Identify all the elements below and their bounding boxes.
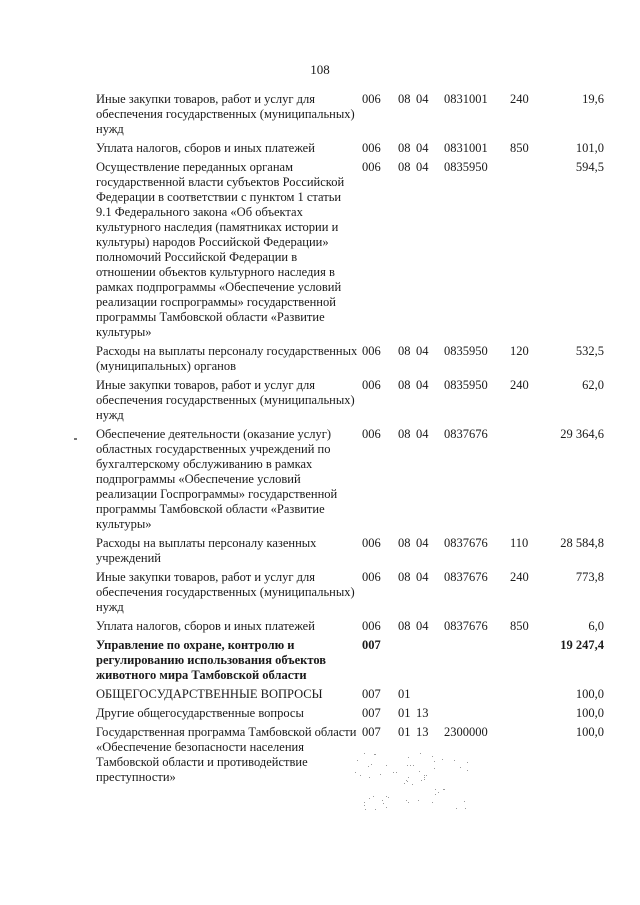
row-amount: 100,0 — [575, 687, 604, 701]
row-name: Уплата налогов, сборов и иных платежей — [96, 141, 315, 155]
row-name: Осуществление переданных органам государственной власти субъектов Российской Федерации в соответствии с пунктом 1 статьи 9.1 Федерального закона «Об объектах культурного наследия (памятниках истории и культуры) народов Российской Федерации» полномочий Российской Федерации в отношении объектов культурного наследия в рамках подпрограммы «Обеспечение условий реализации госпрограммы» государственной программы Тамбовской области «Развитие культуры» — [96, 160, 345, 339]
table-row — [96, 570, 604, 619]
scan-speck — [426, 775, 427, 776]
row-section-code: 01 — [398, 706, 411, 720]
row-target-article — [444, 638, 510, 687]
row-amount: 532,5 — [575, 344, 604, 358]
scan-speck — [383, 803, 384, 804]
row-subsection-code: 04 — [416, 427, 429, 441]
budget-table-body — [96, 92, 604, 789]
scan-mark — [74, 438, 77, 440]
row-amount: 6,0 — [588, 619, 604, 633]
row-name: Иные закупки товаров, работ и услуг для обеспечения государственных (муниципальных) нужд — [96, 570, 355, 614]
row-target-article: 0837676 — [444, 536, 488, 550]
row-section-code: 08 — [398, 536, 411, 550]
scan-speck — [386, 807, 387, 808]
scan-speck — [407, 781, 408, 782]
row-subsection-code: 04 — [416, 160, 429, 174]
scan-speck — [443, 789, 444, 790]
table-row — [96, 427, 604, 536]
scan-speck — [408, 757, 409, 758]
row-subsection-code: 04 — [416, 141, 429, 155]
row-target-article: 0831001 — [444, 92, 488, 106]
row-subsection-code: 04 — [416, 570, 429, 584]
table-row — [96, 344, 604, 378]
row-section-code: 08 — [398, 344, 411, 358]
row-section-code — [398, 638, 416, 687]
row-target-article: 0837676 — [444, 619, 488, 633]
row-expense-type: 240 — [510, 92, 529, 106]
scan-speck — [368, 766, 369, 767]
scan-speck — [382, 800, 383, 801]
row-amount: 62,0 — [582, 378, 604, 392]
row-expense-type — [510, 638, 540, 687]
row-section-code: 08 — [398, 619, 411, 633]
row-amount: 19,6 — [582, 92, 604, 106]
scan-speck — [408, 777, 409, 778]
scan-speck — [357, 760, 358, 761]
scan-noise — [355, 752, 475, 812]
row-ved-code: 006 — [362, 536, 381, 550]
row-subsection-code: 04 — [416, 378, 429, 392]
row-name: Уплата налогов, сборов и иных платежей — [96, 619, 315, 633]
row-section-code: 08 — [398, 92, 411, 106]
row-target-article — [444, 706, 510, 725]
scan-speck — [418, 800, 419, 801]
scan-speck — [364, 802, 365, 803]
scan-speck — [456, 808, 457, 809]
row-name: Иные закупки товаров, работ и услуг для обеспечения государственных (муниципальных) нужд — [96, 92, 355, 136]
scan-speck — [442, 759, 443, 760]
row-expense-type: 120 — [510, 344, 529, 358]
scan-speck — [467, 762, 468, 763]
row-amount: 594,5 — [575, 160, 604, 174]
row-expense-type — [510, 706, 540, 725]
table-row — [96, 160, 604, 344]
row-ved-code: 006 — [362, 619, 381, 633]
row-section-code: 01 — [398, 725, 411, 739]
scan-speck — [364, 753, 365, 754]
table-row — [96, 638, 604, 687]
scan-speck — [432, 756, 433, 757]
scan-speck — [406, 780, 407, 781]
row-name: Расходы на выплаты персоналу казенных учреждений — [96, 536, 317, 565]
scan-speck — [393, 772, 394, 773]
scan-speck — [413, 765, 414, 766]
table-row — [96, 141, 604, 160]
row-expense-type — [510, 725, 540, 789]
scan-speck — [406, 800, 407, 801]
row-subsection-code: 13 — [416, 725, 429, 739]
scan-speck — [388, 797, 389, 798]
scan-speck — [435, 794, 436, 795]
row-amount: 19 247,4 — [560, 638, 604, 652]
scan-speck — [467, 770, 468, 771]
row-expense-type: 240 — [510, 570, 529, 584]
row-target-article: 0835950 — [444, 160, 488, 174]
row-ved-code: 006 — [362, 160, 381, 174]
table-row — [96, 92, 604, 141]
scan-speck — [374, 754, 375, 755]
row-ved-code: 006 — [362, 378, 381, 392]
row-section-code: 08 — [398, 141, 411, 155]
row-expense-type — [510, 427, 540, 536]
row-name: Другие общегосударственные вопросы — [96, 706, 304, 720]
budget-table — [96, 92, 604, 789]
scan-speck — [424, 777, 425, 778]
row-ved-code: 006 — [362, 92, 381, 106]
scan-speck — [420, 753, 421, 754]
scan-speck — [424, 779, 425, 780]
table-row — [96, 706, 604, 725]
scan-speck — [434, 761, 435, 762]
table-row — [96, 378, 604, 427]
scan-speck — [375, 809, 376, 810]
row-target-article: 0837676 — [444, 570, 488, 584]
row-ved-code: 007 — [362, 725, 381, 739]
row-amount: 773,8 — [575, 570, 604, 584]
row-target-article: 0835950 — [444, 344, 488, 358]
scan-speck — [364, 805, 365, 806]
scan-speck — [373, 796, 374, 797]
row-target-article: 0835950 — [444, 378, 488, 392]
scan-speck — [435, 789, 436, 790]
row-subsection-code — [416, 687, 444, 706]
scan-speck — [396, 772, 397, 773]
row-ved-code: 006 — [362, 141, 381, 155]
scan-speck — [371, 764, 372, 765]
scan-speck — [421, 780, 422, 781]
scan-speck — [407, 765, 408, 766]
table-row — [96, 725, 604, 789]
scan-speck — [464, 801, 465, 802]
row-name: Управление по охране, контролю и регулированию использования объектов животного мира Тамбовской области — [96, 638, 327, 682]
row-subsection-code: 04 — [416, 92, 429, 106]
scan-speck — [404, 783, 405, 784]
scan-speck — [408, 802, 409, 803]
row-subsection-code — [416, 638, 444, 687]
row-amount: 100,0 — [575, 706, 604, 720]
scan-speck — [434, 768, 435, 769]
row-ved-code: 006 — [362, 570, 381, 584]
table-row — [96, 536, 604, 570]
row-subsection-code: 04 — [416, 344, 429, 358]
row-ved-code: 006 — [362, 344, 381, 358]
row-name: Государственная программа Тамбовской области «Обеспечение безопасности населения Тамбовской области и противодействие преступности» — [96, 725, 357, 784]
scan-speck — [465, 808, 466, 809]
scan-speck — [369, 777, 370, 778]
row-subsection-code: 04 — [416, 619, 429, 633]
row-name: Обеспечение деятельности (оказание услуг) областных государственных учреждений по бухгалтерскому обслуживанию в рамках подпрограммы «Обеспечение условий реализации Госпрограммы» государственной программы Тамбовской области «Развитие культуры» — [96, 427, 338, 531]
row-ved-code: 006 — [362, 427, 381, 441]
row-ved-code: 007 — [362, 706, 381, 720]
page-number: 108 — [310, 62, 330, 77]
row-expense-type: 240 — [510, 378, 529, 392]
scan-speck — [444, 789, 445, 790]
scan-speck — [360, 775, 361, 776]
row-ved-code: 007 — [362, 638, 381, 652]
scan-speck — [412, 784, 413, 785]
scan-speck — [365, 809, 366, 810]
scan-speck — [380, 774, 381, 775]
scan-speck — [419, 771, 420, 772]
scan-speck — [375, 754, 376, 755]
table-row — [96, 619, 604, 638]
scan-speck — [424, 775, 425, 776]
row-amount: 101,0 — [575, 141, 604, 155]
row-section-code: 08 — [398, 160, 411, 174]
scan-speck — [410, 765, 411, 766]
row-expense-type: 850 — [510, 141, 529, 155]
scan-speck — [369, 798, 370, 799]
scan-speck — [438, 792, 439, 793]
row-expense-type: 850 — [510, 619, 529, 633]
scan-speck — [432, 802, 433, 803]
row-target-article: 0831001 — [444, 141, 488, 155]
scan-speck — [460, 767, 461, 768]
scan-speck — [386, 796, 387, 797]
row-expense-type: 110 — [510, 536, 529, 550]
row-expense-type — [510, 160, 540, 344]
row-section-code: 08 — [398, 570, 411, 584]
scan-speck — [454, 760, 455, 761]
row-amount: 28 584,8 — [560, 536, 604, 550]
table-row — [96, 687, 604, 706]
scan-speck — [386, 765, 387, 766]
row-section-code: 08 — [398, 378, 411, 392]
row-section-code: 01 — [398, 687, 411, 701]
row-name: Иные закупки товаров, работ и услуг для обеспечения государственных (муниципальных) нужд — [96, 378, 355, 422]
row-name: ОБЩЕГОСУДАРСТВЕННЫЕ ВОПРОСЫ — [96, 687, 323, 701]
row-section-code: 08 — [398, 427, 411, 441]
row-target-article: 2300000 — [444, 725, 488, 739]
row-target-article — [444, 687, 510, 706]
row-amount: 100,0 — [575, 725, 604, 739]
row-subsection-code: 13 — [416, 706, 429, 720]
row-amount: 29 364,6 — [560, 427, 604, 441]
row-target-article: 0837676 — [444, 427, 488, 441]
row-subsection-code: 04 — [416, 536, 429, 550]
row-name: Расходы на выплаты персоналу государственных (муниципальных) органов — [96, 344, 358, 373]
scan-speck — [355, 772, 356, 773]
row-expense-type — [510, 687, 540, 706]
row-ved-code: 007 — [362, 687, 381, 701]
